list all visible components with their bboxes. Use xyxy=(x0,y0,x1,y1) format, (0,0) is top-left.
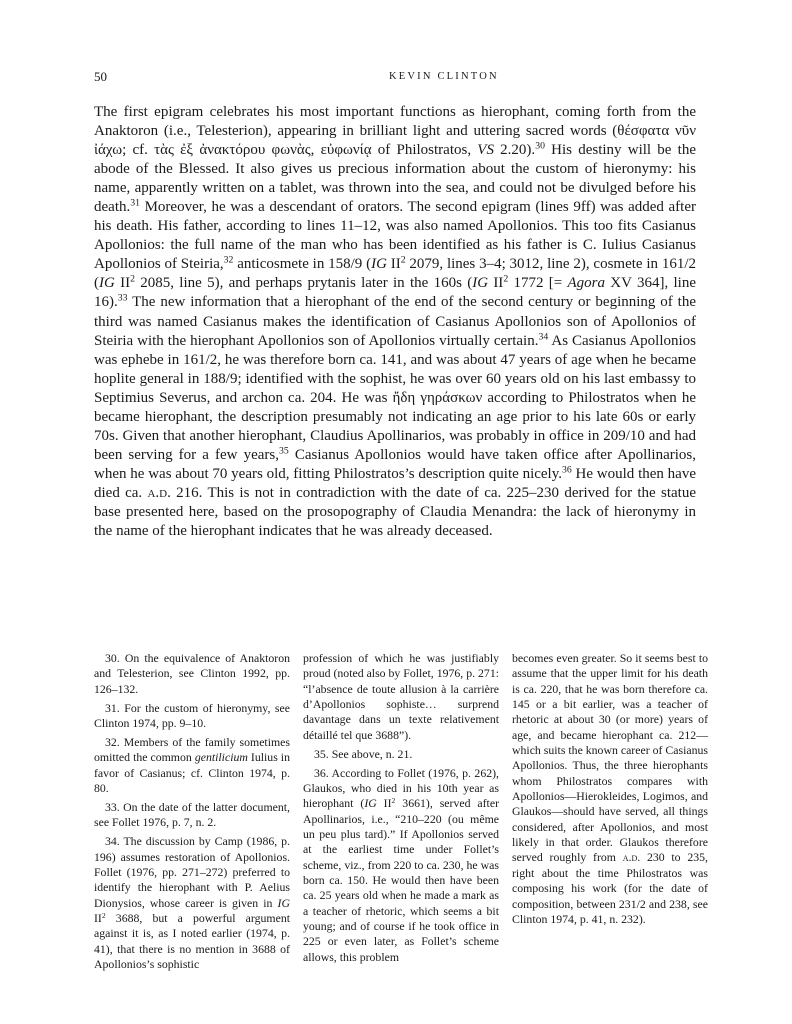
footnotes-column-2 xyxy=(303,651,499,965)
main-text: The first epigram celebrates his most important functions as hierophant, coming forth from the Anaktoron (i.e., Telesterion), appearing in brilliant light and uttering sacred words (θέσφατα νῦν ἰάχω; cf. τὰς ἐξ ἀνακτόρου φωνὰς, εὐφωνίᾳ of Philostratos, VS 2.20).$^{30}$ His destiny will be the abode of the Blessed. It also gives us precious information about the custom of hieronymy: his name, apparently written on a tablet, was thrown into the sea, and could not be divulged before his death.$^{31}$ Moreover, he was a descendant of orators. The second epigram (lines 9ff) was added after his death. His father, according to lines 11–12, was also named Apollonios. This too fits Casianus Apollonios: the full name of the man who has been identified as his father is C. Iulius Casianus Apollonios of Steiria,$^{32}$ anticosmete in 158/9 (IG $II^2$ 2079, lines 3–4; 3012, line 2), cosmete in 161/2 (IG $II^2$ 2085, line 5), and perhaps prytanis later in the 160s (IG $II^2$ 1772 [= Agora XV 364], line 16).$^{33}$ The new information that a hierophant of the end of the second century or beginning of the third was named Casianus makes the identification of Casianus Apollonios son of Apollonios of Steiria with the hierophant Apollonios son of Apollonios virtually certain.$^{34}$ As Casianus Apollonios was ephebe in 161/2, he was therefore born ca. 141, and was about 47 years of age when he became hoplite general in 188/9; identified with the sophist, he was over 60 years old on his last embassy to Septimius Severus, and archon ca. 204. He was ἤδη γηράσκων according to Philostratos when he became hierophant, the description presumably not indicating an age prior to his late 60s or early 70s. Given that another hierophant, Claudius Apollinarios, was probably in office in 209/10 and had been serving for a few years,$^{35}$ Casianus Apollonios would have taken office after Apollinarios, when he was about 70 years old, fitting Philostratos’s description quite nicely.$^{36}$ He would then have died ca. a.d. 216. This is not in contradiction with the date of ca. 225–230 derived for the statue base presented here, based on the prosopography of Claudia Menandra: the lack of hieronymy in the name of the hierophant indicates that he was already deceased. xyxy=(94,104,696,540)
footnote-33: 33. On the date of the latter document, see Follet 1976, p. 7, n. 2. xyxy=(94,799,290,830)
footnote-34-continued: profession of which he was justifiably proud (noted also by Follet, 1976, p. 271: “l’absence de toute allusion à la carrière d’Apollonios sophiste… surprend davantage dans un texte relativement détaillé tel que 3688”). xyxy=(303,651,499,742)
footnotes-column-3 xyxy=(512,651,708,927)
footnote-35: 35. See above, n. 21. xyxy=(314,746,413,761)
footnote-30: 30. On the equivalence of Anaktoron and Telesterion, see Clinton 1992, pp. 126–132. xyxy=(94,651,290,696)
running-head: KEVIN CLINTON xyxy=(389,71,499,82)
footnote-36-continued: becomes even greater. So it seems best to assume that the upper limit for his death is ca. 220, that he was born therefore ca. 145 or a bit earlier, was a teacher of rhetoric at about 30 (or more) years of age, and became hierophant ca. 212—which suits the known career of Casianus Apollonios. Thus, the three hierophants whom Philostratos compares with Apollonios—Hierokleides, Logimos, and Glaukos—should have served, all things considered, after Apollonios, and most likely in that order. Glaukos therefore served roughly from a.d. 230 to 235, right about the time Philostratos was composing his work (for the date of composition, between 231/2 and 238, see Clinton 1974, p. 41, n. 232). xyxy=(512,651,708,926)
footnote-34: 34. The discussion by Camp (1986, p. 196) assumes restoration of Apollonios. Follet (1976, pp. 271–272) preferred to identify the hierophant with P. Aelius Dionysios, whose career is given in IG $II^2$ 3688, but a powerful argument against it is, as I noted earlier (1974, p. 41), that there is no mention in 3688 of Apollonios’s sophistic xyxy=(94,834,290,971)
footnote-31: 31. For the custom of hieronymy, see Clinton 1974, pp. 9–10. xyxy=(94,700,290,730)
footnote-32: 32. Members of the family sometimes omitted the common gentilicium Iulius in favor of Casianus; cf. Clinton 1974, p. 80. xyxy=(94,734,290,795)
footnote-36: 36. According to Follet (1976, p. 262), Glaukos, who died in his 10th year as hierophant (IG $II^2$ 3661), served after Apollinarios, i.e., “210–220 (ou même un peu plus tard).” If Apollonios served at the earliest time under Follet’s scheme, viz., from 220 to ca. 230, he was born ca. 150. He would then have been ca. 25 years old when he made a mark as a teacher of rhetoric, which seems a bit young; and of course if he took office in 225 or even later, as Follet’s scheme allows, this problem xyxy=(303,765,500,964)
footnotes-column-1 xyxy=(94,651,290,972)
page-number: 50 xyxy=(94,69,107,84)
